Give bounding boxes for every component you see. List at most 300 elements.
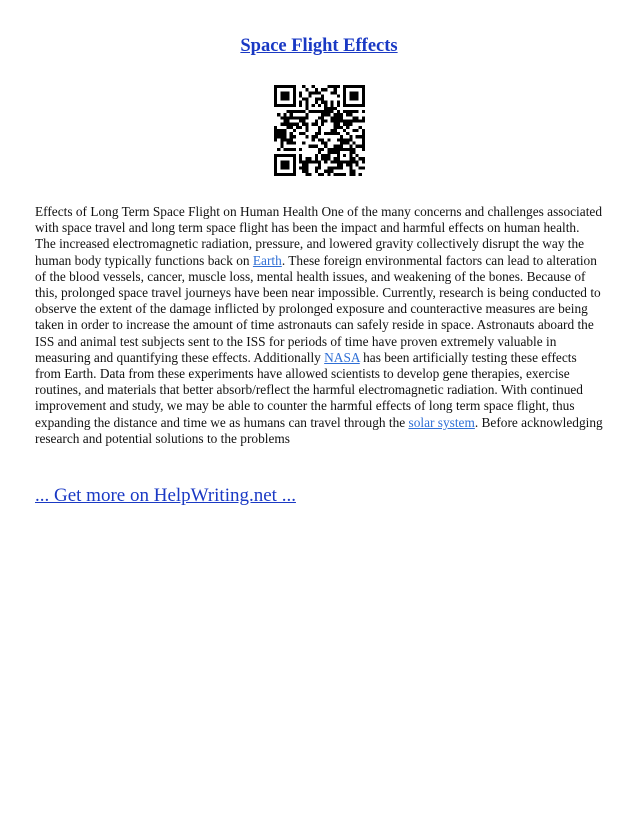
qr-module [293, 116, 296, 119]
qr-module [359, 120, 362, 123]
qr-module [334, 85, 337, 88]
qr-module [315, 132, 318, 135]
qr-module [280, 94, 283, 97]
qr-module [334, 157, 337, 160]
qr-module [302, 132, 305, 135]
qr-module [346, 85, 349, 88]
qr-module [318, 129, 321, 132]
qr-module [280, 129, 283, 132]
qr-module [299, 120, 302, 123]
qr-module [274, 91, 277, 94]
qr-module [318, 110, 321, 113]
qr-module [356, 129, 359, 132]
qr-module [340, 120, 343, 123]
qr-module [330, 104, 333, 107]
qr-module [321, 138, 324, 141]
qr-module [362, 141, 365, 144]
qr-module [330, 170, 333, 173]
qr-module [274, 101, 277, 104]
qr-module [305, 107, 308, 110]
qr-module [293, 94, 296, 97]
qr-module [324, 101, 327, 104]
qr-module [315, 98, 318, 101]
qr-module [334, 116, 337, 119]
qr-module [287, 148, 290, 151]
qr-module [337, 132, 340, 135]
qr-module [330, 85, 333, 88]
qr-module [287, 160, 290, 163]
qr-module [337, 160, 340, 163]
qr-module [293, 88, 296, 91]
qr-module [280, 116, 283, 119]
qr-module [349, 173, 352, 176]
qr-module [334, 91, 337, 94]
qr-module [352, 151, 355, 154]
qr-module [352, 120, 355, 123]
qr-module [280, 138, 283, 141]
qr-module [274, 132, 277, 135]
qr-module [356, 163, 359, 166]
qr-module [305, 135, 308, 138]
qr-module [299, 167, 302, 170]
qr-module [337, 148, 340, 151]
qr-module [302, 123, 305, 126]
qr-module [324, 88, 327, 91]
qr-module [340, 138, 343, 141]
qr-module [315, 110, 318, 113]
qr-module [299, 94, 302, 97]
qr-module [290, 141, 293, 144]
qr-module [296, 116, 299, 119]
qr-module [309, 94, 312, 97]
qr-module [283, 148, 286, 151]
qr-module [293, 160, 296, 163]
qr-module [352, 129, 355, 132]
qr-module [274, 163, 277, 166]
qr-module [280, 173, 283, 176]
qr-module [290, 116, 293, 119]
qr-module [312, 104, 315, 107]
qr-module [305, 163, 308, 166]
qr-module [299, 116, 302, 119]
qr-module [343, 148, 346, 151]
qr-module [349, 157, 352, 160]
qr-module [305, 116, 308, 119]
qr-module [321, 88, 324, 91]
qr-module [321, 94, 324, 97]
qr-module [349, 104, 352, 107]
qr-module [343, 88, 346, 91]
qr-module [274, 160, 277, 163]
qr-module [327, 151, 330, 154]
qr-module [349, 170, 352, 173]
qr-module [277, 104, 280, 107]
qr-module [343, 98, 346, 101]
qr-module [305, 126, 308, 129]
qr-module [312, 85, 315, 88]
qr-module [280, 91, 283, 94]
qr-module [274, 129, 277, 132]
qr-module [321, 148, 324, 151]
qr-module [330, 148, 333, 151]
qr-module [299, 154, 302, 157]
qr-module [315, 157, 318, 160]
qr-module [337, 154, 340, 157]
qr-module [277, 113, 280, 116]
qr-module [327, 157, 330, 160]
qr-module [327, 173, 330, 176]
qr-module [274, 167, 277, 170]
qr-module [321, 154, 324, 157]
qr-module [340, 126, 343, 129]
qr-module [352, 170, 355, 173]
qr-module [343, 154, 346, 157]
article-body [35, 204, 603, 447]
solar-system-link[interactable]: solar system [408, 414, 475, 430]
qr-module [309, 91, 312, 94]
qr-module [330, 110, 333, 113]
qr-module [359, 167, 362, 170]
qr-module [362, 104, 365, 107]
qr-module [293, 129, 296, 132]
qr-module [309, 145, 312, 148]
qr-module [337, 116, 340, 119]
qr-module [315, 145, 318, 148]
qr-module [356, 104, 359, 107]
qr-module [324, 110, 327, 113]
qr-module [305, 173, 308, 176]
qr-module [327, 110, 330, 113]
qr-module [359, 104, 362, 107]
qr-module [324, 160, 327, 163]
qr-module [334, 126, 337, 129]
article-text-segment: . Before acknowledging research and potential solutions to the problems [35, 414, 603, 446]
qr-module [349, 167, 352, 170]
qr-module [362, 160, 365, 163]
qr-module [280, 132, 283, 135]
qr-module [346, 138, 349, 141]
qr-module [274, 173, 277, 176]
qr-module [349, 110, 352, 113]
qr-module [324, 141, 327, 144]
qr-module [327, 138, 330, 141]
qr-module [337, 120, 340, 123]
qr-code-icon [274, 85, 365, 176]
qr-module [315, 167, 318, 170]
qr-module [283, 129, 286, 132]
qr-module [321, 98, 324, 101]
qr-module [280, 104, 283, 107]
qr-module [293, 91, 296, 94]
qr-module [343, 120, 346, 123]
qr-module [346, 163, 349, 166]
qr-module [290, 173, 293, 176]
qr-module [352, 85, 355, 88]
qr-module [343, 141, 346, 144]
page-title[interactable]: Space Flight Effects [240, 36, 398, 56]
qr-module [340, 135, 343, 138]
qr-module [280, 163, 283, 166]
qr-module [287, 120, 290, 123]
qr-module [283, 94, 286, 97]
qr-module [352, 91, 355, 94]
qr-module [334, 113, 337, 116]
qr-module [346, 113, 349, 116]
qr-module [337, 145, 340, 148]
earth-link[interactable]: Earth [252, 252, 282, 268]
qr-module [359, 145, 362, 148]
qr-module [337, 85, 340, 88]
qr-module [299, 157, 302, 160]
qr-module [359, 85, 362, 88]
qr-module [312, 110, 315, 113]
qr-module [343, 91, 346, 94]
qr-module [324, 170, 327, 173]
qr-module [312, 138, 315, 141]
qr-module [280, 85, 283, 88]
qr-module [299, 91, 302, 94]
qr-module [327, 132, 330, 135]
qr-module [315, 170, 318, 173]
qr-module [299, 148, 302, 151]
qr-module [334, 123, 337, 126]
qr-module [305, 167, 308, 170]
qr-module [277, 132, 280, 135]
qr-module [343, 104, 346, 107]
qr-module [305, 160, 308, 163]
qr-module [327, 107, 330, 110]
qr-module [330, 132, 333, 135]
qr-module [274, 88, 277, 91]
qr-module [343, 85, 346, 88]
qr-module [318, 160, 321, 163]
qr-module [318, 173, 321, 176]
qr-module [343, 160, 346, 163]
qr-module [362, 98, 365, 101]
qr-module [302, 163, 305, 166]
qr-module [315, 123, 318, 126]
qr-module [299, 132, 302, 135]
qr-module [337, 101, 340, 104]
qr-module [337, 163, 340, 166]
qr-module [340, 148, 343, 151]
qr-module [293, 123, 296, 126]
article-text-segment: . These foreign environmental factors can lead to alteration of the blood vessels, cancer, muscle loss, mental health issues, and weakening of the bones. Because of this, prolonged space travel journeys have been near impossible. Currently, research is being conducted to observe the extent of the damage inflicted by prolonged exposure and counteractive measures are being taken in order to increase the amount of time astronauts can safely reside in space. Astronauts aboard the ISS and animal test subjects sent to the ISS for periods of time have proven extremely valuable in measuring and quantifying these effects. Additionally [35, 252, 601, 365]
qr-module [356, 116, 359, 119]
qr-module [287, 104, 290, 107]
qr-module [299, 126, 302, 129]
qr-module [321, 101, 324, 104]
qr-module [362, 145, 365, 148]
qr-module [283, 116, 286, 119]
qr-module [290, 154, 293, 157]
qr-module [312, 145, 315, 148]
qr-module [337, 113, 340, 116]
qr-module [318, 151, 321, 154]
qr-module [305, 129, 308, 132]
qr-module [362, 101, 365, 104]
qr-module [287, 123, 290, 126]
qr-module [356, 135, 359, 138]
qr-module [321, 120, 324, 123]
qr-module [352, 94, 355, 97]
qr-module [274, 98, 277, 101]
qr-module [293, 98, 296, 101]
qr-module [305, 157, 308, 160]
qr-module [324, 120, 327, 123]
qr-module [352, 110, 355, 113]
qr-module [287, 116, 290, 119]
qr-module [318, 104, 321, 107]
qr-module [302, 160, 305, 163]
qr-module [337, 123, 340, 126]
qr-module [309, 160, 312, 163]
qr-module [334, 173, 337, 176]
qr-module [321, 116, 324, 119]
qr-module [293, 85, 296, 88]
qr-module [318, 138, 321, 141]
qr-module [293, 167, 296, 170]
qr-module [293, 110, 296, 113]
qr-module [283, 135, 286, 138]
qr-module [296, 123, 299, 126]
qr-module [337, 173, 340, 176]
qr-module [315, 88, 318, 91]
qr-module [302, 116, 305, 119]
qr-module [290, 126, 293, 129]
qr-module [302, 85, 305, 88]
qr-module [321, 110, 324, 113]
qr-module [359, 135, 362, 138]
qr-module [280, 141, 283, 144]
qr-module [290, 135, 293, 138]
qr-module [283, 123, 286, 126]
qr-module [274, 85, 277, 88]
qr-module [280, 98, 283, 101]
qr-module [287, 138, 290, 141]
qr-module [334, 88, 337, 91]
article-text-segment: Effects of Long Term Space Flight on Human Health One of the many concerns and challenges associated with space travel and long term space flight has been the impact and harmful effects on human health. The increased electromagnetic radiation, pressure, and lowered gravity collectively disrupt the way the human body typically functions back on [35, 204, 602, 268]
qr-module [352, 160, 355, 163]
qr-module [321, 141, 324, 144]
qr-module [318, 167, 321, 170]
qr-module [280, 160, 283, 163]
qr-module [362, 135, 365, 138]
qr-module [356, 91, 359, 94]
qr-module [287, 154, 290, 157]
qr-module [305, 88, 308, 91]
qr-module [293, 154, 296, 157]
qr-module [280, 154, 283, 157]
qr-module [346, 120, 349, 123]
qr-module [283, 91, 286, 94]
qr-module [334, 148, 337, 151]
qr-module [340, 113, 343, 116]
qr-module [299, 101, 302, 104]
qr-module [356, 110, 359, 113]
qr-module [334, 167, 337, 170]
qr-module [346, 123, 349, 126]
qr-module [315, 160, 318, 163]
qr-module [349, 94, 352, 97]
qr-module [283, 138, 286, 141]
qr-module [330, 91, 333, 94]
qr-module [349, 145, 352, 148]
qr-module [277, 135, 280, 138]
qr-module [330, 120, 333, 123]
qr-module [287, 141, 290, 144]
qr-module [315, 120, 318, 123]
qr-module [318, 116, 321, 119]
qr-module [312, 160, 315, 163]
qr-module [327, 170, 330, 173]
qr-module [324, 132, 327, 135]
qr-module [330, 167, 333, 170]
qr-module [305, 123, 308, 126]
qr-module [318, 126, 321, 129]
qr-module [330, 101, 333, 104]
qr-module [315, 135, 318, 138]
get-more-link[interactable]: ... Get more on HelpWriting.net ... [35, 485, 296, 506]
qr-module [274, 135, 277, 138]
qr-module [343, 94, 346, 97]
qr-module [337, 94, 340, 97]
qr-module [287, 91, 290, 94]
qr-module [359, 157, 362, 160]
qr-module [283, 173, 286, 176]
qr-module [352, 173, 355, 176]
qr-module [343, 123, 346, 126]
qr-module [290, 85, 293, 88]
nasa-link[interactable]: NASA [324, 349, 360, 365]
qr-module [280, 167, 283, 170]
qr-module [327, 154, 330, 157]
qr-module [362, 116, 365, 119]
qr-module [296, 110, 299, 113]
qr-module [293, 170, 296, 173]
qr-module [340, 141, 343, 144]
qr-module [287, 85, 290, 88]
qr-module [283, 154, 286, 157]
qr-module [356, 98, 359, 101]
qr-module [318, 98, 321, 101]
qr-module [305, 170, 308, 173]
qr-module [302, 170, 305, 173]
qr-module [293, 135, 296, 138]
qr-module [305, 104, 308, 107]
qr-module [290, 104, 293, 107]
qr-module [362, 167, 365, 170]
qr-module [302, 110, 305, 113]
qr-module [318, 148, 321, 151]
qr-module [359, 173, 362, 176]
qr-module [352, 148, 355, 151]
qr-module [340, 116, 343, 119]
qr-module [362, 88, 365, 91]
qr-module [302, 141, 305, 144]
qr-module [290, 110, 293, 113]
qr-module [277, 148, 280, 151]
qr-module [324, 154, 327, 157]
qr-module [296, 126, 299, 129]
qr-module [299, 160, 302, 163]
qr-module [312, 123, 315, 126]
qr-module [274, 126, 277, 129]
qr-module [283, 167, 286, 170]
qr-module [287, 163, 290, 166]
qr-module [287, 110, 290, 113]
qr-module [349, 123, 352, 126]
